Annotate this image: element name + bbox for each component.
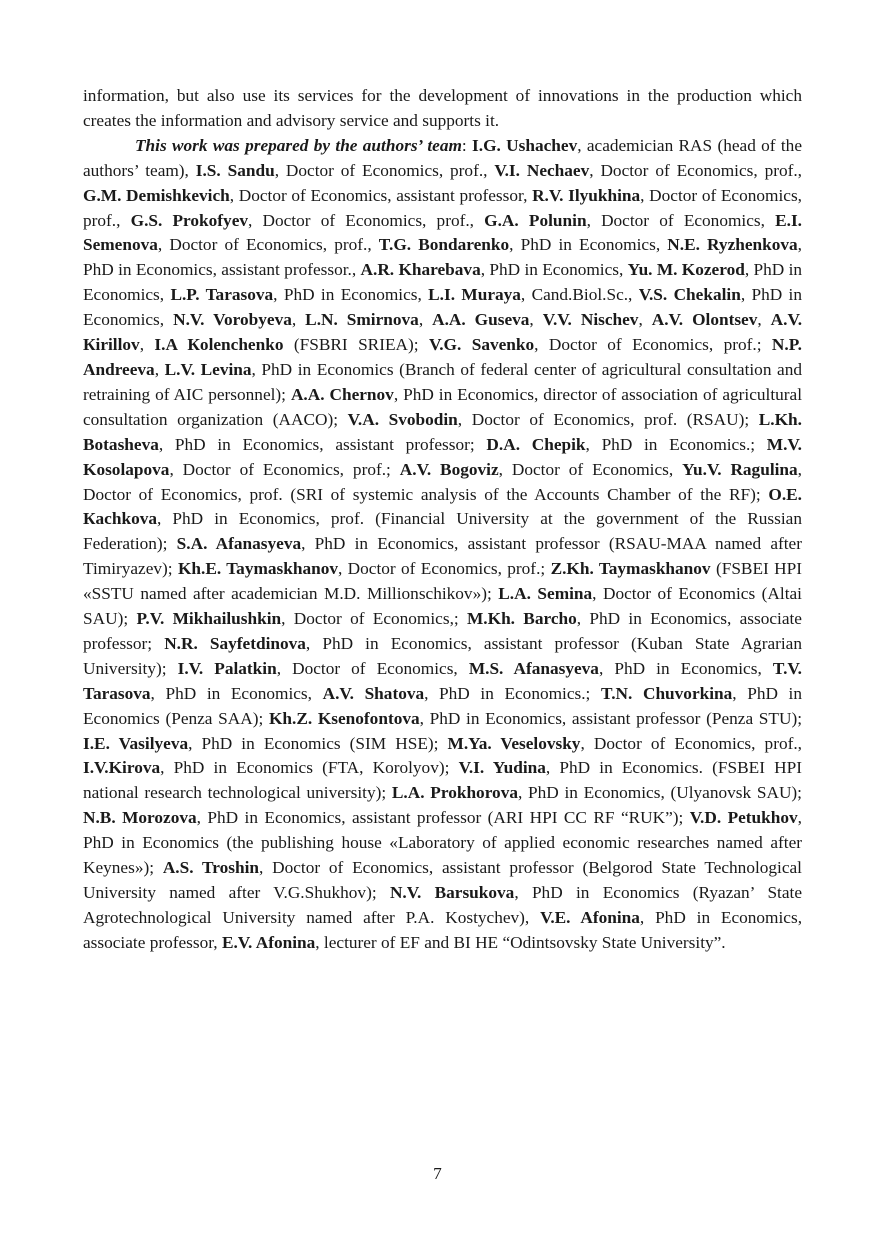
author-name: Z.Kh. Taymaskhanov <box>550 559 711 579</box>
author-name: N.E. Ryzhenkova <box>667 235 798 255</box>
author-name: A.S. Troshin <box>162 858 260 878</box>
text-run: , Doctor of Economics, prof., <box>157 235 379 255</box>
author-name: E.I. Semenova <box>83 210 803 255</box>
text-run: , PhD in Economics (FTA, Korolyov); <box>160 758 459 778</box>
author-name: G.S. Prokofyev <box>130 210 249 230</box>
author-name: N.V. Barsukova <box>389 883 515 902</box>
text-run: , PhD in Economics (Penza SAA); <box>83 683 802 728</box>
author-name: V.A. Svobodin <box>347 409 458 429</box>
author-name: P.V. Mikhailushkin <box>136 609 282 629</box>
text-run: , PhD in Economics (Branch of federal center of agricultural consultation and retraining of AIC personnel); <box>83 359 802 404</box>
author-name: I.A Кolenchenko <box>154 335 284 355</box>
author-name: L.V. Levina <box>164 359 252 379</box>
text-run: , PhD in Economics, <box>273 285 429 305</box>
text-run: (FSBEI HPI «SSTU named after academician M.D. Millionschikov»); <box>83 559 802 604</box>
author-name: V.S. Chekalin <box>638 285 741 305</box>
text-run: , <box>529 310 543 330</box>
text-run: , PhD in Economics.; <box>585 434 767 454</box>
author-name: V.G. Savenko <box>428 335 535 355</box>
text-run: , PhD in Economics, assistant professor., <box>83 235 802 280</box>
text-run: , PhD in Economics, assistant professor; <box>158 434 487 454</box>
text-run: , PhD in Economics (SIM HSE); <box>188 733 448 753</box>
author-name: S.A. Afanasyeva <box>176 534 302 554</box>
text-run: , PhD in Economics (the publishing house «Laboratory of applied economic researches named after Keynes»); <box>83 808 802 878</box>
paragraph-continuation: information, but also use its services for the development of innovations in the production which creates the information and advisory service and supports it. <box>83 86 802 130</box>
text-run: , <box>757 310 771 330</box>
author-name: A.V. Shatova <box>322 683 425 703</box>
text-run: , academician RAS (head of the authors’ team), <box>83 135 802 180</box>
author-name: A.R. Kharebava <box>360 260 481 280</box>
author-name: V.D. Petukhov <box>689 808 798 828</box>
text-run: , Doctor of Economics (Altai SAU); <box>83 584 802 629</box>
text-run: , <box>291 310 306 330</box>
author-name: G.M. Demishkevich <box>83 185 230 205</box>
text-run: , PhD in Economics (Ryazan’ State Agrotechnological University named after P.A. Kostychev), <box>83 883 802 927</box>
text-run: , PhD in Economics, assistant professor (Kuban State Agrarian University); <box>83 633 802 678</box>
author-name: L.N. Smirnova <box>305 310 419 330</box>
author-name: L.A. Semina <box>498 584 593 604</box>
author-name: L.P. Tarasova <box>170 285 274 305</box>
author-name: N.R. Sayfetdinova <box>164 633 306 653</box>
text-run: , Doctor of Economics, <box>498 459 683 479</box>
text-run: (FSBRI SRIEA); <box>283 335 429 355</box>
text-run: , Doctor of Economics, prof. (SRI of systemic analysis of the Accounts Chamber of the RF); <box>83 459 802 504</box>
text-run: , Doctor of Economics, prof.; <box>337 559 551 579</box>
text-run: , <box>154 359 165 379</box>
author-name: N.P. Andreeva <box>83 335 802 379</box>
text-run: , PhD in Economics. (FSBEI HPI national research technological university); <box>83 758 802 803</box>
text-run: , Doctor of Economics, prof.; <box>169 459 400 479</box>
text-run: , PhD in Economics, assistant professor (RSAU-MAA named after Timiryazev); <box>83 534 802 579</box>
author-name: I.V.Kirova <box>83 758 161 778</box>
author-name: L.Kh. Botasheva <box>83 409 802 454</box>
text-run: , PhD in Economics.; <box>424 683 601 703</box>
author-name: Kh.Z. Ksenofontova <box>268 708 420 728</box>
author-name: T.N. Chuvorkina <box>600 683 733 703</box>
text-run: , PhD in Economics, assistant professor (ARI HPI CC RF “RUK”); <box>196 808 690 828</box>
text-run: , PhD in Economics, <box>83 285 802 330</box>
text-run: : <box>461 135 473 155</box>
author-name: L.I. Muraya <box>428 285 521 305</box>
text-run: , Doctor of Economics, prof., <box>248 210 485 230</box>
author-name: V.I. Nechaev <box>494 160 590 180</box>
text-run: , <box>139 335 155 355</box>
author-name: I.V. Palatkin <box>177 658 277 678</box>
text-run: , <box>418 310 433 330</box>
text-run: , Doctor of Economics, assistant professor (Belgorod State Technological University named after V.G.Shukhov); <box>83 858 802 902</box>
text-run: , PhD in Economics, associate professor; <box>83 609 802 653</box>
text-run: , PhD in Economics, <box>480 260 628 280</box>
text-run: , PhD in Economics, <box>83 260 803 305</box>
author-name: R.V. Ilyukhina <box>532 185 641 205</box>
author-name: V.V. Nischev <box>542 310 639 330</box>
author-name: A.V. Bogoviz <box>399 459 499 479</box>
text-run: , PhD in Economics, assistant professor (Penza STU); <box>419 708 803 728</box>
author-name: Yu. M. Kozerod <box>627 260 745 280</box>
author-name: L.A. Prokhorova <box>391 783 518 803</box>
author-name: M.S. Afanasyeva <box>468 658 599 678</box>
text-run: , Doctor of Economics, prof., <box>589 160 803 180</box>
authors-paragraph <box>83 134 802 956</box>
author-name: V.E. Afonina <box>540 907 640 927</box>
author-name: G.A. Polunin <box>484 210 587 230</box>
text-run: , Doctor of Economics,; <box>281 609 467 629</box>
text-run: , PhD in Economics, <box>509 235 668 255</box>
author-name: A.V. Olontsev <box>651 310 758 330</box>
text-run: , Doctor of Economics, assistant professor, <box>229 185 533 205</box>
author-name: V.I. Yudina <box>458 758 546 778</box>
author-name: A.A. Guseva <box>432 310 530 330</box>
text-run: , PhD in Economics, director of association of agricultural consultation organization (AACO); <box>83 384 803 429</box>
text-run: , PhD in Economics, (Ulyanovsk SAU); <box>517 783 802 803</box>
text-run: , Doctor of Economics, prof., <box>83 185 802 230</box>
text-run: , PhD in Economics, <box>150 683 323 703</box>
text-run: , Doctor of Economics, prof. (RSAU); <box>457 409 759 429</box>
author-name: M.Ya. Veselovsky <box>447 733 581 753</box>
author-name: D.A. Chepik <box>486 434 586 454</box>
text-run: , PhD in Economics, <box>598 658 773 678</box>
author-name: N.V. Vorobyeva <box>173 310 292 330</box>
text-run: , Doctor of Economics, <box>276 658 469 678</box>
text-run: , <box>638 310 652 330</box>
body-text <box>83 84 802 956</box>
lead-in-phrase: This work was prepared by the authors’ team <box>135 135 462 155</box>
text-run: , Doctor of Economics, prof., <box>580 733 802 753</box>
author-name: N.B. Morozova <box>83 808 197 828</box>
text-run: , PhD in Economics, associate professor, <box>83 907 803 952</box>
author-name: Kh.E. Taymaskhanov <box>177 559 338 579</box>
author-name: A.V. Кirillov <box>83 310 803 355</box>
page-number: 7 <box>433 1164 442 1183</box>
text-run: , Doctor of Economics, prof.; <box>534 335 772 355</box>
author-name: I.E. Vasilyeva <box>83 733 189 753</box>
author-name: Yu.V. Ragulina <box>682 459 798 479</box>
author-name: A.A. Chernov <box>290 384 394 404</box>
text-run: , Doctor of Economics, prof., <box>274 160 495 180</box>
author-name: E.V. Afonina <box>221 932 316 952</box>
text-run: , Doctor of Economics, <box>586 210 776 230</box>
author-name: I.S. Sandu <box>195 160 275 180</box>
author-name: I.G. Ushachev <box>472 135 578 155</box>
author-name: M.V. Kosolapova <box>83 434 802 479</box>
author-name: M.Kh. Barcho <box>467 609 577 629</box>
author-name: T.G. Bondarenko <box>378 235 510 255</box>
text-run: , lecturer of EF and BI HE “Odintsovsky State University”. <box>315 932 726 952</box>
text-run: , Cand.Biol.Sc., <box>520 285 639 305</box>
author-name: O.E. Кachkova <box>83 484 802 529</box>
author-name: T.V. Tarasova <box>83 658 802 703</box>
text-run: , PhD in Economics, prof. (Financial University at the government of the Russian Federation); <box>83 509 802 554</box>
